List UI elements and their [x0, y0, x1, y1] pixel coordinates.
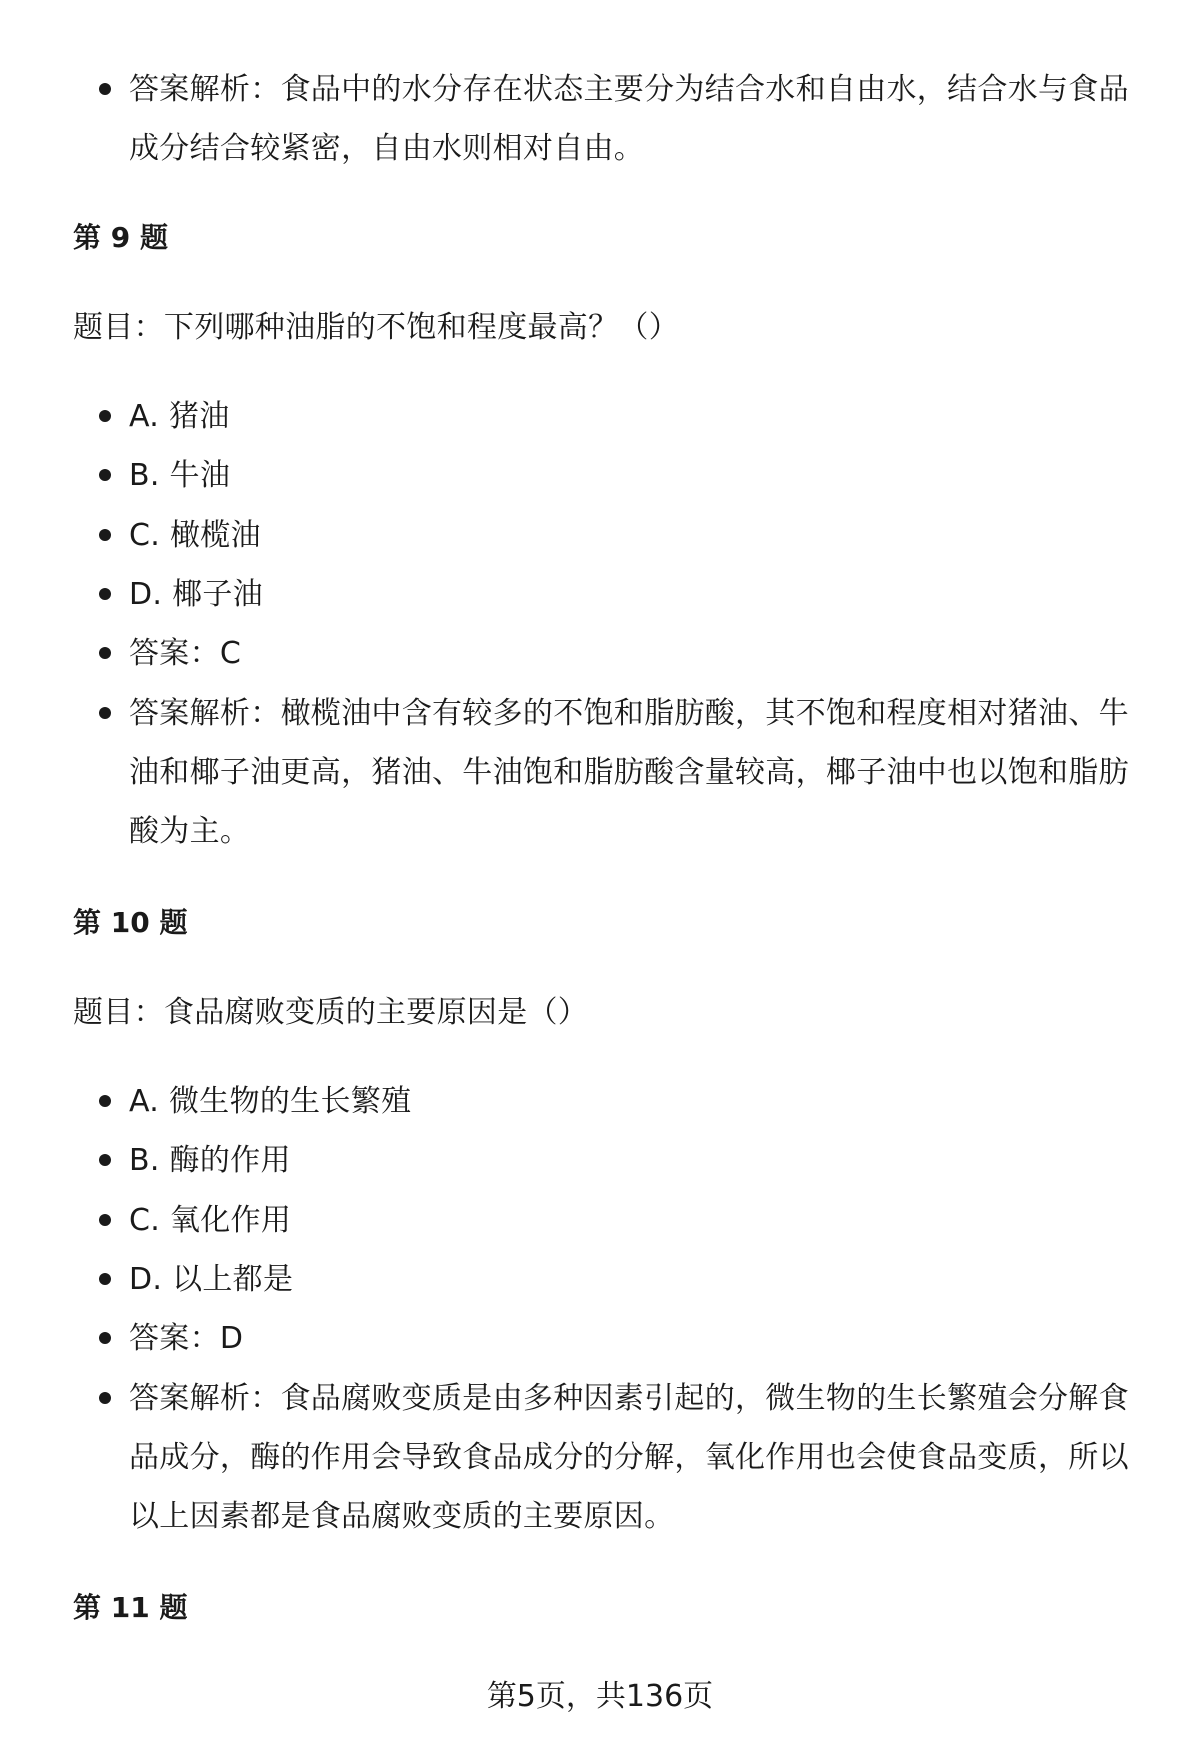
bullet-icon	[99, 1154, 111, 1166]
page-number: 第5页，共136页	[486, 1679, 714, 1714]
option-label: C. 氧化作用	[129, 1203, 292, 1238]
option-label: D. 以上都是	[129, 1262, 294, 1297]
bullet-icon	[99, 588, 111, 600]
option-label: B. 牛油	[129, 458, 231, 493]
bullet-icon	[99, 529, 111, 541]
bullet-icon	[99, 1214, 111, 1226]
answer-explanation: 答案解析：食品腐败变质是由多种因素引起的，微生物的生长繁殖会分解食品成分，酶的作用会导致食品成分的分解，氧化作用也会使食品变质，所以以上因素都是食品腐败变质的主要原因。	[129, 1381, 1129, 1534]
bullet-icon	[99, 647, 111, 659]
bullet-icon	[99, 1273, 111, 1285]
bullet-icon	[99, 707, 111, 719]
option-label: C. 橄榄油	[129, 518, 261, 553]
question-stem: 题目：下列哪种油脂的不饱和程度最高？（）	[73, 310, 679, 345]
answer-label: 答案：D	[129, 1321, 244, 1356]
bullet-icon	[99, 469, 111, 481]
question-heading: 第 11 题	[73, 1591, 188, 1624]
question-heading: 第 9 题	[73, 221, 168, 254]
option-label: A. 猪油	[129, 399, 230, 434]
answer-label: 答案：C	[129, 636, 242, 671]
option-label: B. 酶的作用	[129, 1143, 291, 1178]
bullet-icon	[99, 1392, 111, 1404]
answer-explanation: 答案解析：食品中的水分存在状态主要分为结合水和自由水，结合水与食品成分结合较紧密，自由水则相对自由。	[129, 72, 1129, 166]
option-label: A. 微生物的生长繁殖	[129, 1084, 412, 1119]
option-label: D. 椰子油	[129, 577, 263, 612]
bullet-icon	[99, 83, 111, 95]
bullet-icon	[99, 1332, 111, 1344]
bullet-icon	[99, 1095, 111, 1107]
answer-explanation: 答案解析：橄榄油中含有较多的不饱和脂肪酸，其不饱和程度相对猪油、牛油和椰子油更高，猪油、牛油饱和脂肪酸含量较高，椰子油中也以饱和脂肪酸为主。	[129, 696, 1129, 849]
question-heading: 第 10 题	[73, 906, 188, 939]
question-stem: 题目：食品腐败变质的主要原因是（）	[73, 995, 589, 1030]
bullet-icon	[99, 410, 111, 422]
